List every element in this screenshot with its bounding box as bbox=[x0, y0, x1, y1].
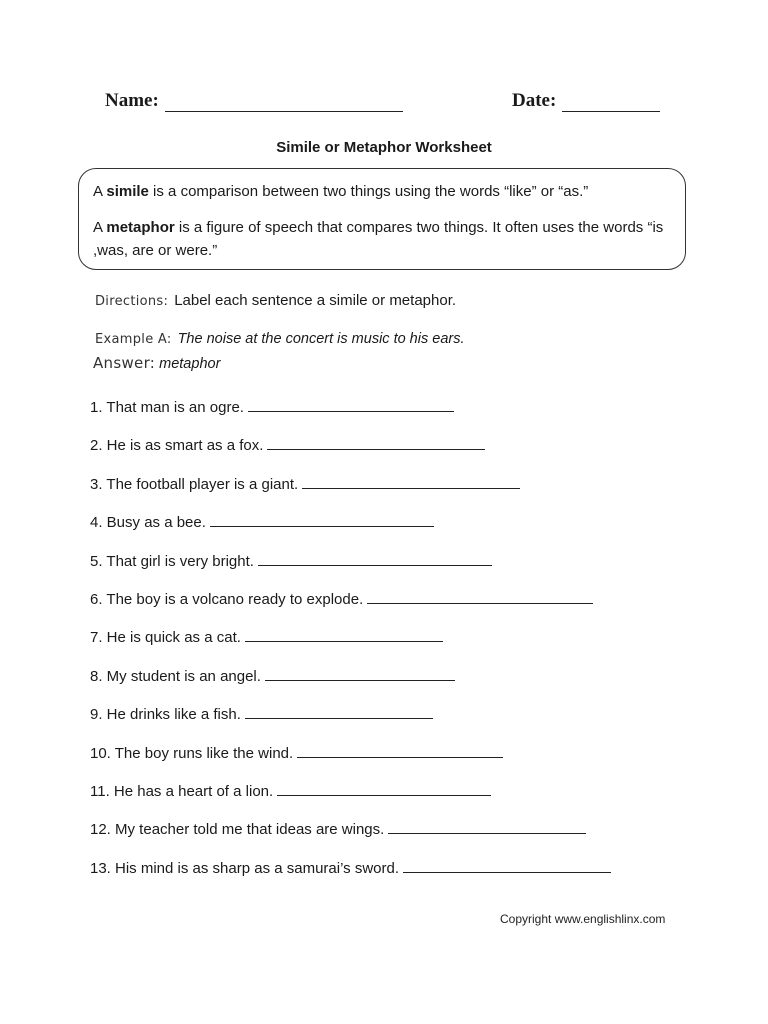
simile-term: simile bbox=[106, 183, 149, 200]
question-text: 12. My teacher told me that ideas are wings. bbox=[90, 821, 385, 839]
date-blank-line[interactable] bbox=[562, 93, 660, 112]
question-text: 6. The boy is a volcano ready to explode. bbox=[90, 590, 364, 608]
question-item bbox=[90, 511, 611, 549]
question-item bbox=[90, 626, 611, 664]
simile-definition bbox=[93, 180, 671, 203]
question-item bbox=[90, 703, 611, 741]
example-answer bbox=[93, 354, 220, 372]
question-item bbox=[90, 473, 611, 511]
question-text: 4. Busy as a bee. bbox=[90, 514, 206, 532]
answer-blank-line[interactable] bbox=[297, 742, 503, 758]
question-text: 10. The boy runs like the wind. bbox=[90, 744, 294, 762]
answer-blank-line[interactable] bbox=[258, 550, 492, 566]
question-text: 2. He is as smart as a fox. bbox=[90, 437, 264, 455]
answer-blank-line[interactable] bbox=[388, 818, 586, 834]
copyright-notice: Copyright www.englishlinx.com bbox=[500, 912, 666, 926]
name-blank-line[interactable] bbox=[165, 93, 403, 112]
answer-text: metaphor bbox=[159, 356, 221, 372]
question-text: 5. That girl is very bright. bbox=[90, 552, 254, 570]
question-item bbox=[90, 818, 611, 856]
question-text: 1. That man is an ogre. bbox=[90, 399, 244, 416]
answer-blank-line[interactable] bbox=[403, 857, 611, 873]
directions bbox=[95, 292, 456, 309]
question-item bbox=[90, 434, 611, 472]
question-item bbox=[90, 665, 611, 703]
answer-blank-line[interactable] bbox=[245, 626, 443, 642]
question-text: 3. The football player is a giant. bbox=[90, 475, 299, 493]
metaphor-term: metaphor bbox=[106, 219, 175, 236]
question-text: 7. He is quick as a cat. bbox=[90, 629, 241, 647]
answer-blank-line[interactable] bbox=[367, 588, 593, 604]
directions-label: Directions: bbox=[95, 294, 169, 309]
metaphor-definition bbox=[93, 216, 671, 262]
question-item bbox=[90, 396, 611, 434]
simile-text: is a comparison between two things using the words “like” or “as.” bbox=[148, 183, 589, 200]
question-item bbox=[90, 780, 611, 818]
name-field bbox=[105, 90, 403, 112]
page-title: Simile or Metaphor Worksheet bbox=[276, 139, 492, 156]
question-item bbox=[90, 550, 611, 588]
date-field bbox=[512, 90, 660, 112]
name-label: Name: bbox=[105, 90, 159, 111]
metaphor-prefix: A bbox=[93, 219, 107, 236]
answer-blank-line[interactable] bbox=[210, 511, 434, 527]
question-text: 13. His mind is as sharp as a samurai’s sword. bbox=[90, 859, 400, 877]
example-label: Example A: bbox=[95, 332, 172, 347]
answer-blank-line[interactable] bbox=[245, 703, 433, 719]
answer-blank-line[interactable] bbox=[248, 396, 454, 412]
answer-label: Answer: bbox=[93, 354, 156, 372]
question-text: 8. My student is an angel. bbox=[90, 667, 261, 685]
question-text: 9. He drinks like a fish. bbox=[90, 706, 241, 724]
question-item bbox=[90, 742, 611, 780]
question-item bbox=[90, 588, 611, 626]
answer-blank-line[interactable] bbox=[277, 780, 491, 796]
metaphor-text: is a figure of speech that compares two things. It often uses the words “is ,was, are or were.” bbox=[93, 219, 664, 259]
answer-blank-line[interactable] bbox=[265, 665, 455, 681]
example bbox=[95, 331, 464, 347]
definitions-box bbox=[78, 168, 686, 270]
answer-blank-line[interactable] bbox=[267, 434, 485, 450]
example-text: The noise at the concert is music to his ears. bbox=[177, 331, 465, 347]
worksheet-header bbox=[105, 90, 665, 120]
date-label: Date: bbox=[512, 90, 557, 111]
question-item bbox=[90, 857, 611, 895]
directions-text: Label each sentence a simile or metaphor. bbox=[174, 292, 457, 309]
question-list bbox=[90, 396, 611, 895]
answer-blank-line[interactable] bbox=[302, 473, 520, 489]
question-text: 11. He has a heart of a lion. bbox=[90, 782, 274, 800]
simile-prefix: A bbox=[93, 183, 107, 200]
